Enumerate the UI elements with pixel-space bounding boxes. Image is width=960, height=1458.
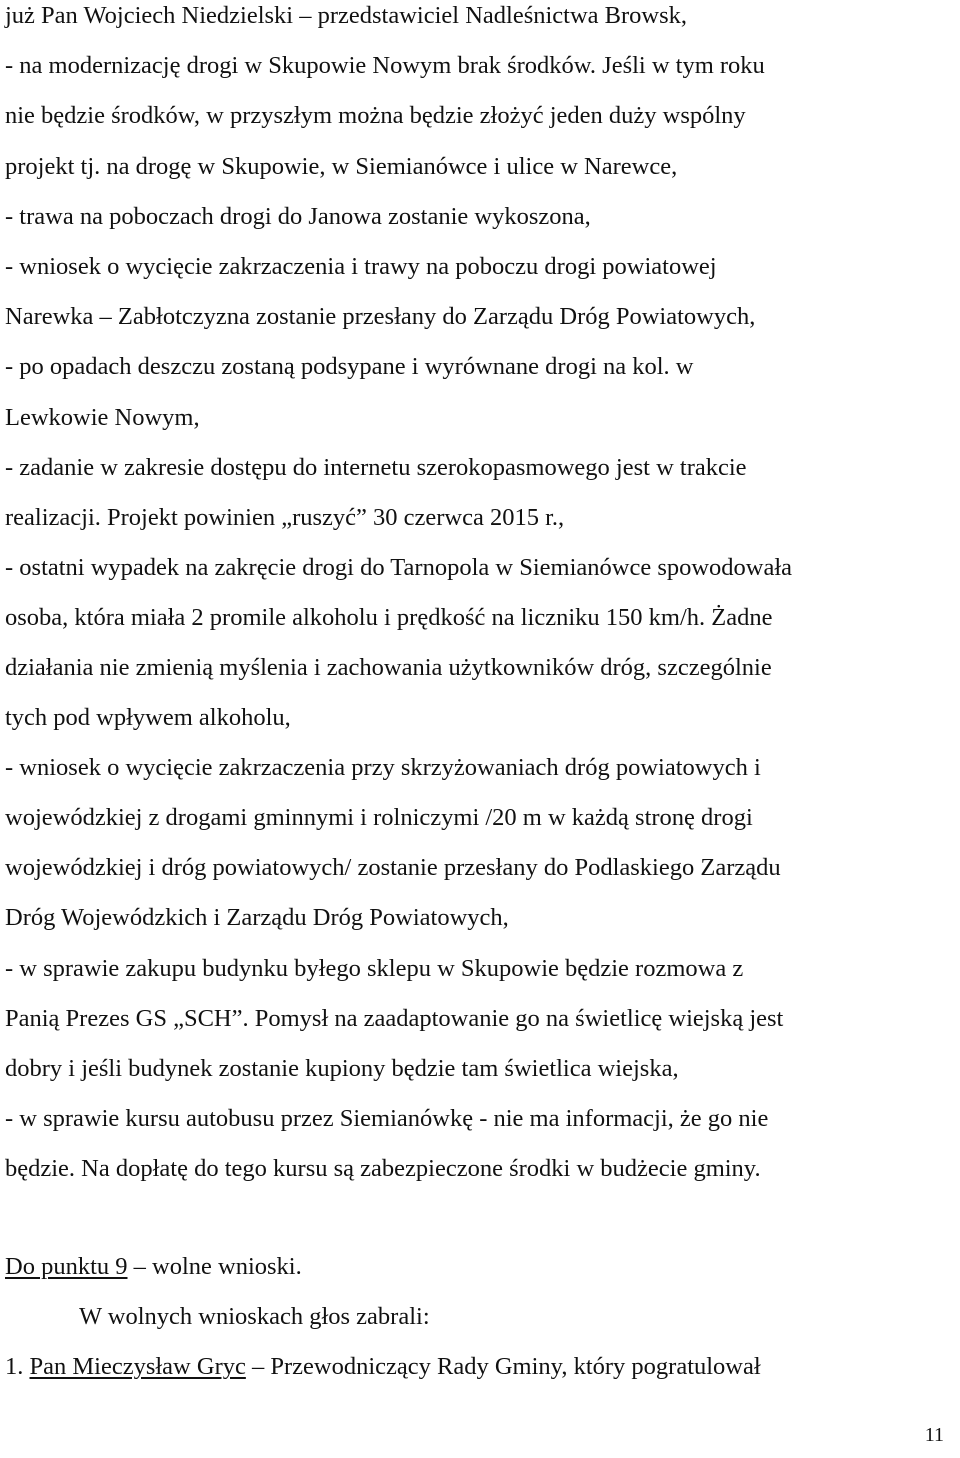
body-line: wojewódzkiej z drogami gminnymi i rolniczymi /20 m w każdą stronę drogi [5, 804, 753, 831]
body-line: Dróg Wojewódzkich i Zarządu Dróg Powiatowych, [5, 904, 509, 931]
body-line: - na modernizację drogi w Skupowie Nowym brak środków. Jeśli w tym roku [5, 52, 765, 79]
body-line: - w sprawie zakupu budynku byłego sklepu w Skupowie będzie rozmowa z [5, 955, 744, 982]
body-line: Panią Prezes GS „SCH”. Pomysł na zaadaptowanie go na świetlicę wiejską jest [5, 1005, 784, 1032]
body-line: osoba, która miała 2 promile alkoholu i prędkość na liczniku 150 km/h. Żadne [5, 604, 773, 631]
list-item-rest: – Przewodniczący Rady Gminy, który pogratulował [245, 1353, 761, 1380]
speaker-name: Pan Mieczysław Gryc [29, 1353, 246, 1380]
list-item [5, 1352, 761, 1382]
page-number: 11 [924, 1424, 944, 1446]
body-line: będzie. Na dopłatę do tego kursu są zabezpieczone środki w budżecie gminy. [5, 1155, 761, 1182]
body-line: - trawa na poboczach drogi do Janowa zostanie wykoszona, [5, 203, 591, 230]
body-line: działania nie zmienią myślenia i zachowania użytkowników dróg, szczególnie [5, 654, 772, 681]
body-line: dobry i jeśli budynek zostanie kupiony będzie tam świetlica wiejska, [5, 1055, 679, 1082]
body-line: - wniosek o wycięcie zakrzaczenia przy skrzyżowaniach dróg powiatowych i [5, 754, 761, 781]
section-heading-rest: – wolne wnioski. [127, 1253, 302, 1280]
body-line: realizacji. Projekt powinien „ruszyć” 30 czerwca 2015 r., [5, 504, 565, 531]
body-line: - po opadach deszczu zostaną podsypane i wyrównane drogi na kol. w [5, 353, 694, 380]
body-line: wojewódzkiej i dróg powiatowych/ zostanie przesłany do Podlaskiego Zarządu [5, 854, 781, 881]
intro-line: W wolnych wnioskach głos zabrali: [79, 1303, 430, 1330]
list-item-number: 1. [5, 1353, 30, 1380]
body-line: tych pod wpływem alkoholu, [5, 704, 291, 731]
body-line: - ostatni wypadek na zakręcie drogi do Tarnopola w Siemianówce spowodowała [5, 554, 793, 581]
body-line: Lewkowie Nowym, [5, 404, 200, 431]
section-heading-line [5, 1252, 302, 1282]
body-line: - w sprawie kursu autobusu przez Siemianówkę - nie ma informacji, że go nie [5, 1105, 769, 1132]
body-line: - zadanie w zakresie dostępu do internetu szerokopasmowego jest w trakcie [5, 454, 747, 481]
body-line: Narewka – Zabłotczyzna zostanie przesłany do Zarządu Dróg Powiatowych, [5, 303, 756, 330]
section-heading: Do punktu 9 [5, 1253, 128, 1280]
body-line: - wniosek o wycięcie zakrzaczenia i trawy na poboczu drogi powiatowej [5, 253, 717, 280]
body-line: już Pan Wojciech Niedzielski – przedstawiciel Nadleśnictwa Browsk, [5, 2, 688, 29]
body-line: nie będzie środków, w przyszłym można będzie złożyć jeden duży wspólny [5, 102, 746, 129]
body-line: projekt tj. na drogę w Skupowie, w Siemianówce i ulice w Narewce, [5, 153, 678, 180]
